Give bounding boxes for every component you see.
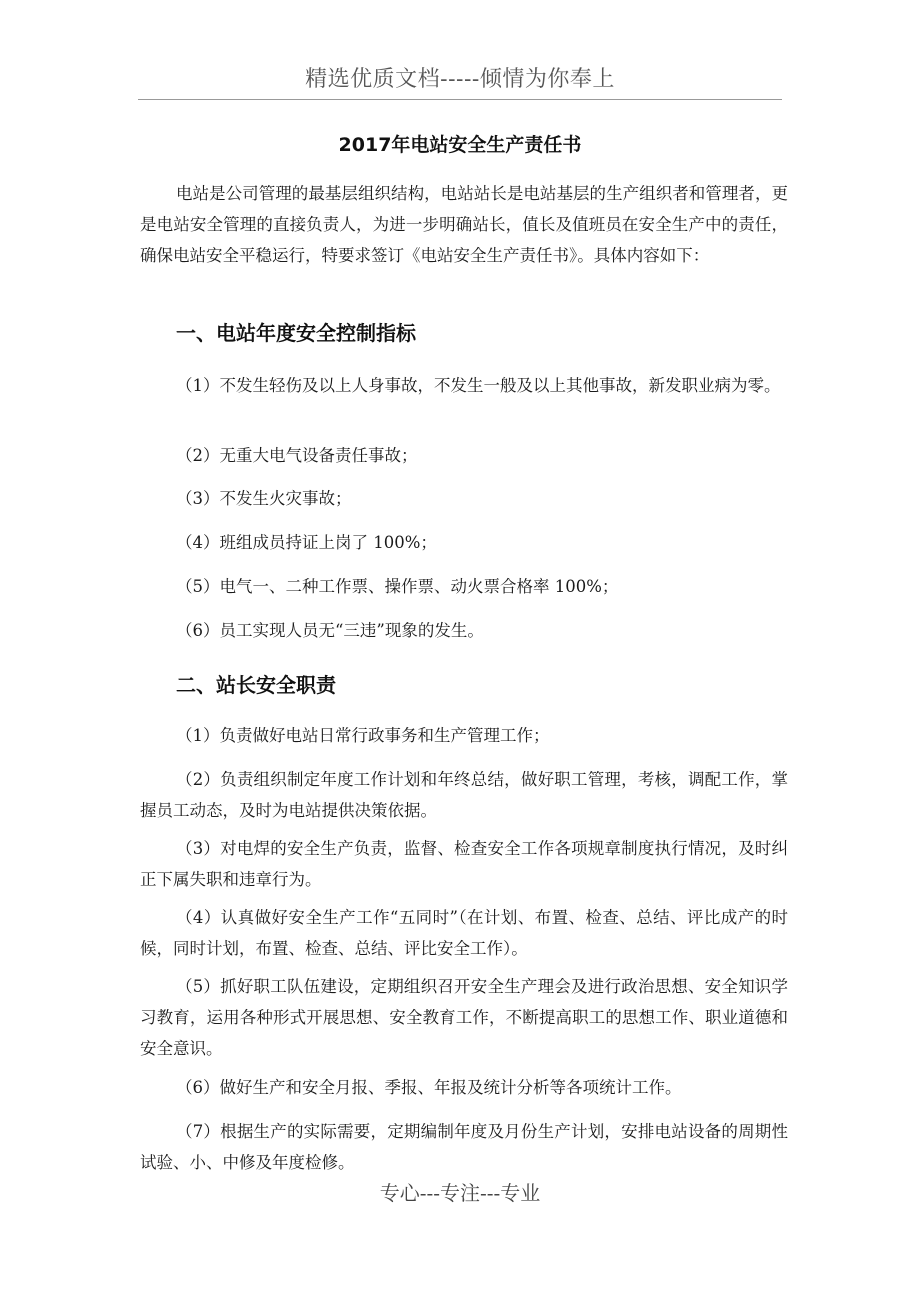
section1-item-5: （5）电气一、二种工作票、操作票、动火票合格率 100%； [176, 577, 619, 596]
document-title: 2017年电站安全生产责任书 [338, 134, 582, 156]
section2-item-4: （4）认真做好安全生产工作“五同时”（在计划、布置、检查、总结、评比成产的时候，同时计划，布置、检查、总结、评比安全工作）。 [140, 908, 788, 958]
page-footer: 专心---专注---专业 [379, 1181, 541, 1205]
section1-item-6: （6）员工实现人员无“三违”现象的发生。 [176, 621, 484, 640]
section1-item-4: （4）班组成员持证上岗了 100%； [176, 533, 437, 552]
section1-item-2: （2）无重大电气设备责任事故； [176, 446, 418, 465]
section2-item-5: （5）抓好职工队伍建设，定期组织召开安全生产理会及进行政治思想、安全知识学习教育，运用各种形式开展思想、安全教育工作，不断提高职工的思想工作、职业道德和安全意识。 [140, 977, 788, 1058]
section1-item-3: （3）不发生火灾事故； [176, 489, 352, 508]
section2-item-2: （2）负责组织制定年度工作计划和年终总结，做好职工管理，考核，调配工作，掌握员工动态，及时为电站提供决策依据。 [140, 770, 788, 820]
section2-item-6: （6）做好生产和安全月报、季报、年报及统计分析等各项统计工作。 [176, 1078, 682, 1097]
section2-item-1: （1）负责做好电站日常行政事务和生产管理工作； [176, 726, 550, 745]
section-heading-station-chief-duties: 二、站长安全职责 [176, 673, 336, 697]
header-divider [138, 99, 782, 100]
section1-item-1: （1）不发生轻伤及以上人身事故，不发生一般及以上其他事故，新发职业病为零。 [176, 376, 781, 395]
section2-item-3: （3）对电焊的安全生产负责，监督、检查安全工作各项规章制度执行情况，及时纠正下属失职和违章行为。 [140, 839, 788, 889]
section-heading-safety-indicators: 一、电站年度安全控制指标 [176, 321, 416, 345]
section2-item-7: （7）根据生产的实际需要，定期编制年度及月份生产计划，安排电站设备的周期性试验、小、中修及年度检修。 [140, 1122, 788, 1172]
intro-paragraph: 电站是公司管理的最基层组织结构，电站站长是电站基层的生产组织者和管理者，更是电站安全管理的直接负责人，为进一步明确站长，值长及值班员在安全生产中的责任，确保电站安全平稳运行，特要求签订《电站安全生产责任书》。具体内容如下： [140, 184, 788, 265]
page-header: 精选优质文档-----倾情为你奉上 [305, 67, 615, 92]
